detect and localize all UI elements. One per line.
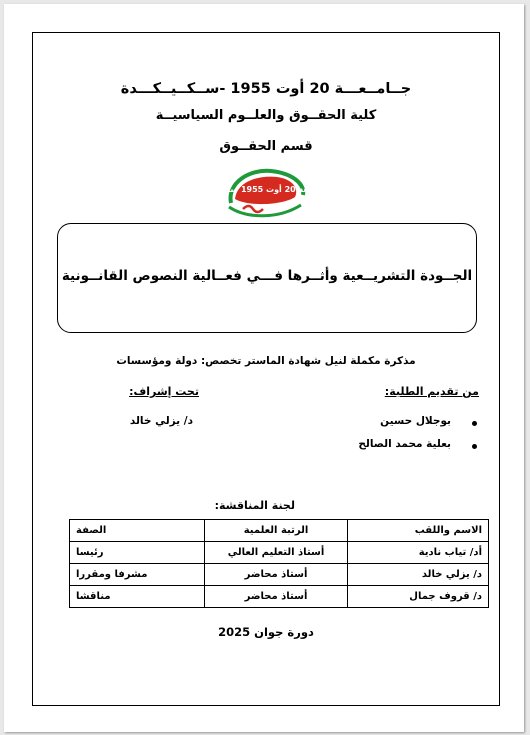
thesis-title: الجــودة التشريــعية وأثــرها فـــي فعــالية النصوص القانــونية (61, 268, 473, 284)
member-name: د/ يزلي خالد (348, 564, 489, 586)
students-heading: من تقديم الطلبة: (384, 385, 479, 398)
thesis-title-box (57, 223, 477, 333)
logo-text: جامعة 20 أوت 1955 سكيكدة (208, 185, 322, 194)
document-page (4, 4, 524, 732)
bullet-icon (472, 444, 477, 449)
supervisor-heading: تحت إشراف: (129, 385, 199, 398)
column-header: الاسم واللقب (348, 520, 489, 542)
member-rank: أستاذ محاضر (205, 564, 348, 586)
table-row (70, 564, 489, 586)
table-row (70, 542, 489, 564)
supervisor-name: د/ يزلي خالد (129, 415, 193, 427)
table-header-row (70, 520, 489, 542)
degree-line: مذكرة مكملة لنيل شهادة الماستر تخصص: دولة ومؤسسات (116, 355, 416, 367)
student-name: بعلية محمد الصالح (358, 438, 451, 450)
bullet-icon (472, 421, 477, 426)
member-role: رئيسا (70, 542, 205, 564)
committee-table (69, 519, 489, 608)
university-logo (208, 163, 322, 221)
committee-heading: لجنة المناقشة: (214, 499, 295, 512)
faculty-name: كلية الحقــوق والعلــوم السياسيــة (155, 108, 377, 123)
member-name: د/ قروف جمال (348, 586, 489, 608)
member-rank: أستاذ محاضر (205, 586, 348, 608)
university-name: جــامــعـــة 20 أوت 1955 -ســكــيــكـــدة (120, 81, 412, 97)
student-name: بوجلال حسين (380, 415, 451, 427)
member-rank: أستاذ التعليم العالي (205, 542, 348, 564)
page-border-frame (32, 32, 500, 706)
table-row (70, 586, 489, 608)
department-name: قسم الحقــوق (219, 139, 313, 154)
column-header: الرتبة العلمية (205, 520, 348, 542)
session-date: دورة جوان 2025 (218, 625, 314, 639)
member-name: أد/ تياب نادية (348, 542, 489, 564)
member-role: مناقشا (70, 586, 205, 608)
column-header: الصفة (70, 520, 205, 542)
member-role: مشرفا ومقررا (70, 564, 205, 586)
